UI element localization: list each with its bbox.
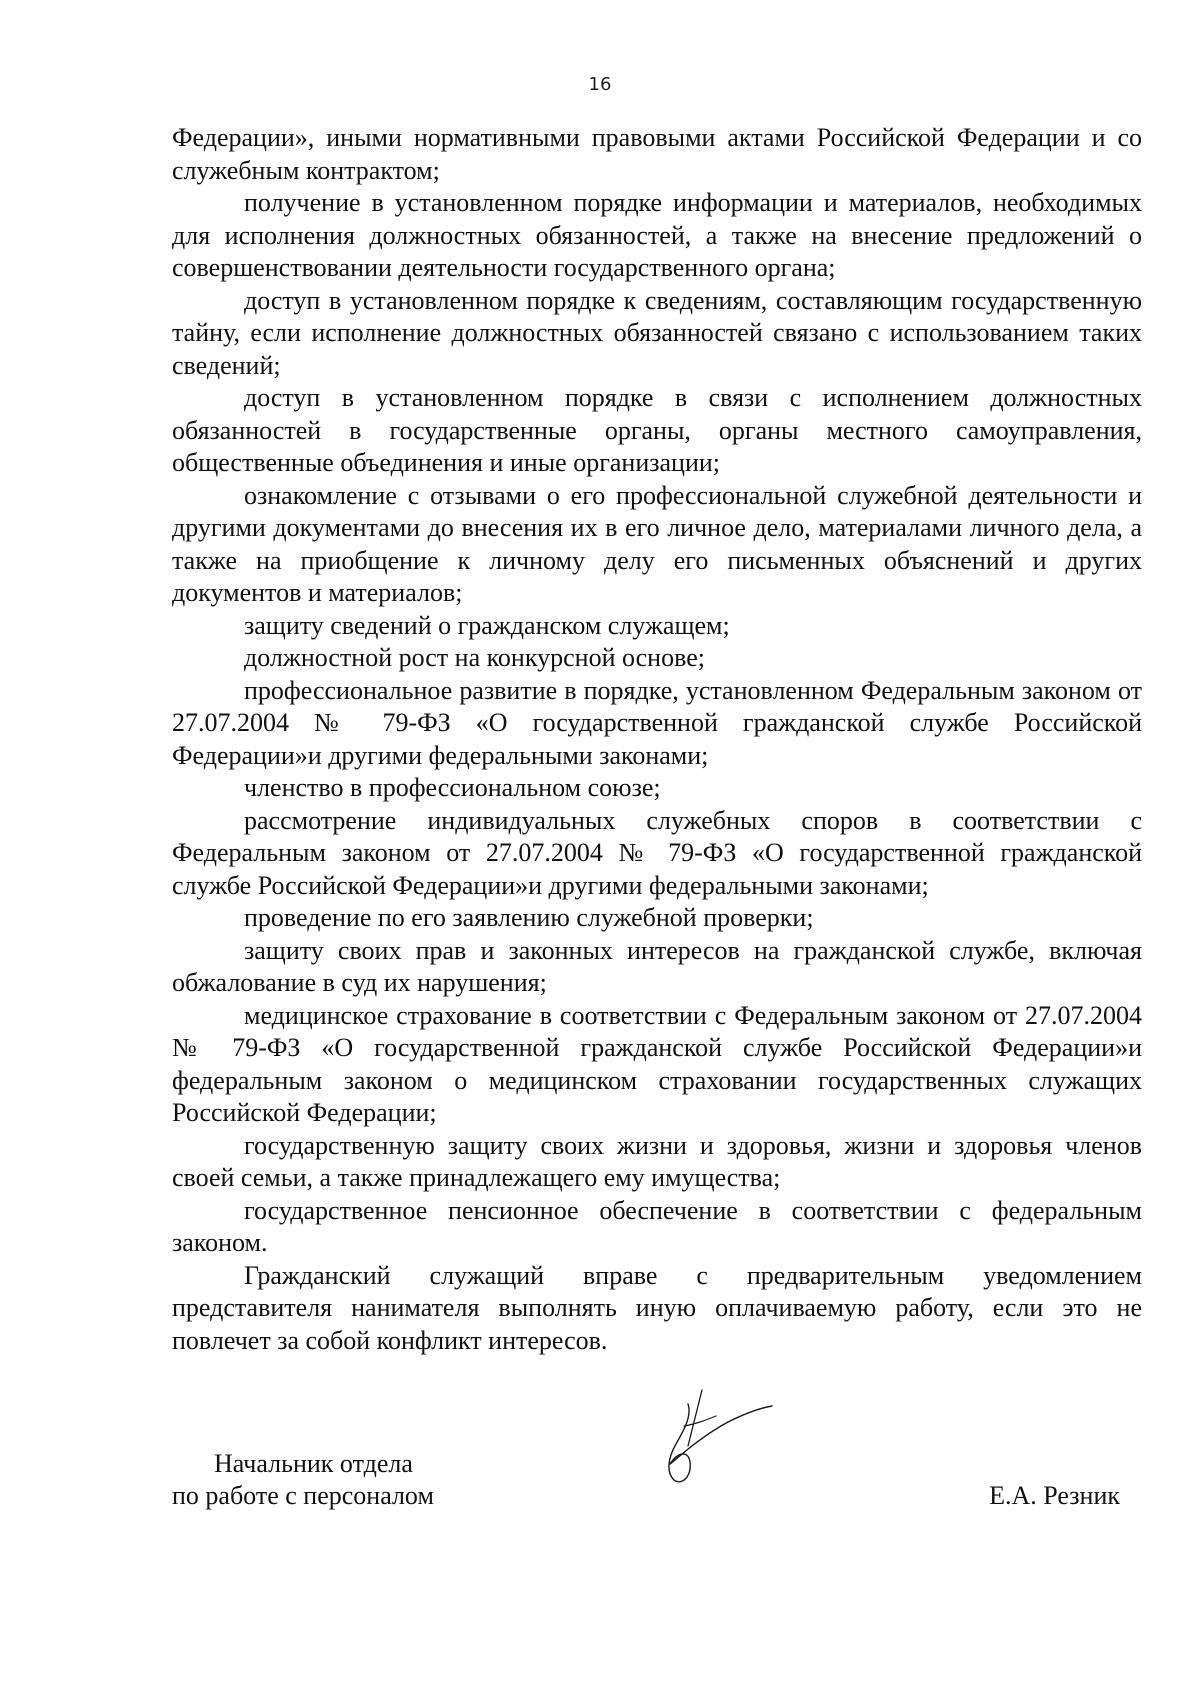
- paragraph: ознакомление с отзывами о его профессиональной служебной деятельности и другими документами до внесения их в его личное дело, материалами личного дела, а также на приобщение к личному делу его письменных объяснений и других документов и материалов;: [172, 480, 1142, 607]
- paragraph: государственное пенсионное обеспечение в соответствии с федеральным законом.: [172, 1195, 1142, 1257]
- paragraph: членство в профессиональном союзе;: [244, 773, 661, 802]
- paragraph: проведение по его заявлению служебной проверки;: [244, 903, 814, 932]
- paragraph: получение в установленном порядке информации и материалов, необходимых для исполнения должностных обязанностей, а также на внесение предложений о совершенствовании деятельности государственного органа;: [172, 188, 1142, 282]
- paragraph: должностной рост на конкурсной основе;: [244, 643, 705, 672]
- signer-name: Е.А. Резник: [989, 1481, 1120, 1510]
- signer-position-line2: по работе с персоналом: [172, 1481, 434, 1510]
- signer-position: [172, 1448, 434, 1512]
- signer-position-line1: Начальник отдела: [214, 1449, 413, 1478]
- paragraph: медицинское страхование в соответствии с Федеральным законом от 27.07.2004 № 79-ФЗ «О государственной гражданской службе Российской Федерации»и федеральным законом о медицинском страховании государственных служащих Российской Федерации;: [172, 1000, 1142, 1127]
- paragraph: защиту сведений о гражданском служащем;: [244, 610, 730, 640]
- paragraph: Гражданский служащий вправе с предварительным уведомлением представителя нанимателя выполнять иную оплачиваемую работу, если это не повлечет за собой конфликт интересов.: [172, 1260, 1142, 1355]
- paragraph: рассмотрение индивидуальных служебных споров в соответствии с Федеральным законом от 27.07.2004 № 79-ФЗ «О государственной гражданской службе Российской Федерации»и другими федеральными законами;: [172, 805, 1142, 900]
- paragraph: защиту своих прав и законных интересов на гражданской службе, включая обжалование в суд их нарушения;: [172, 935, 1142, 997]
- paragraph: государственную защиту своих жизни и здоровья, жизни и здоровья членов своей семьи, а также принадлежащего ему имущества;: [172, 1130, 1142, 1192]
- paragraph: доступ в установленном порядке в связи с исполнением должностных обязанностей в государственные органы, органы местного самоуправления, общественные объединения и иные организации;: [172, 383, 1142, 477]
- paragraph: доступ в установленном порядке к сведениям, составляющим государственную тайну, если исполнение должностных обязанностей связано с использованием таких сведений;: [172, 285, 1142, 380]
- paragraph: Федерации», иными нормативными правовыми актами Российской Федерации и со служебным контрактом;: [172, 123, 1142, 185]
- handwritten-signature: [640, 1386, 780, 1496]
- paragraph: профессиональное развитие в порядке, установленном Федеральным законом от 27.07.2004 № 79-ФЗ «О государственной гражданской службе Российской Федерации»и другими федеральными законами;: [172, 675, 1142, 770]
- page-number: 16: [588, 74, 612, 95]
- document-body: [172, 122, 1142, 1357]
